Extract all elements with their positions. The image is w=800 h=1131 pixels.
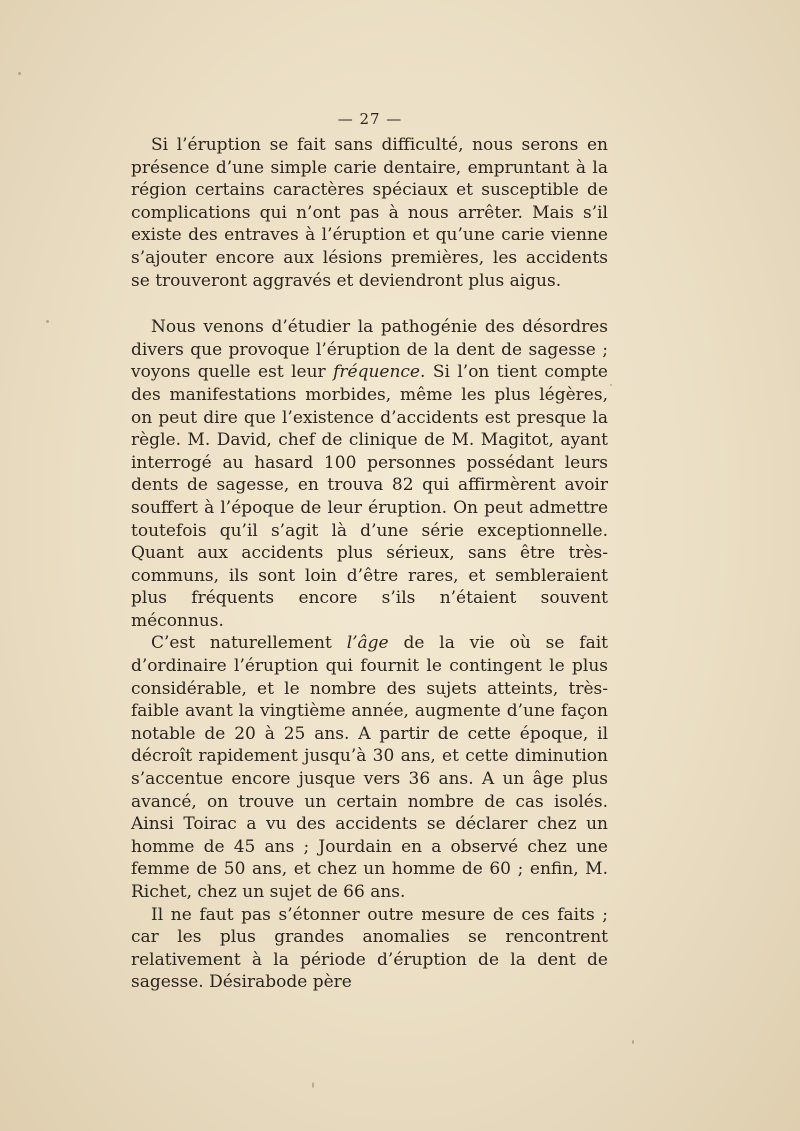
paragraph-age xyxy=(131,632,608,903)
emphasis-frequency: fréquence xyxy=(333,362,420,383)
paragraph-frequency xyxy=(131,316,608,632)
paper-speck xyxy=(46,320,49,323)
paper-speck xyxy=(632,1040,634,1044)
paragraph-age-before: C’est naturellement xyxy=(151,633,347,654)
emphasis-age: l’âge xyxy=(346,633,389,654)
paragraph-eruption-difficulty: Si l’éruption se fait sans difficulté, nous serons en présence d’une simple carie dentaire, empruntant à la région certains caractères spéciaux et susceptible de complications qui n’ont pas à nous arrêter. Mais s’il existe des entraves à l’éruption et qu’une carie vienne s’ajouter encore aux lésions premières, les accidents se trouveront aggravés et deviendront plus aigus. xyxy=(131,135,608,291)
paragraph-anomalies: Il ne faut pas s’étonner outre mesure de ces faits ; car les plus grandes anomalies se rencontrent relativement à la période d’éruption de la dent de sagesse. Désirabode père xyxy=(131,904,608,993)
paper-speck xyxy=(610,384,612,386)
paragraph-age-after: de la vie où se fait d’ordinaire l’éruption qui fournit le contingent le plus considérable, et le nombre des sujets atteints, très-faible avant la vingtième année, augmente d’une façon notable de 20 à 25 ans. A partir de cette époque, il décroît rapidement jusqu’à 30 ans, et cette diminution s’accentue encore jusque vers 36 ans. A un âge plus avancé, on trouve un certain nombre de cas isolés. Ainsi Toirac a vu des accidents se déclarer chez un homme de 45 ans ; Jourdain en a observé chez une femme de 50 ans, et chez un homme de 60 ; enfin, M. Richet, chez un sujet de 66 ans. xyxy=(131,633,608,902)
paper-speck xyxy=(18,72,21,75)
paragraph-frequency-after: . Si l’on tient compte des manifestations morbides, même les plus légères, on peut dire que l’existence d’accidents est presque la règle. M. David, chef de clinique de M. Magitot, ayant interrogé au hasard 100 personnes possédant leurs dents de sagesse, en trouva 82 qui affirmèrent avoir souffert à l’époque de leur éruption. On peut admettre toutefois qu’il s’agit là d’une série exceptionnelle. Quant aux accidents plus sérieux, sans être très-communs, ils sont loin d’être rares, et sembleraient plus fréquents encore s’ils n’étaient souvent méconnus. xyxy=(131,362,608,631)
paper-speck xyxy=(312,1082,314,1088)
body-text xyxy=(131,134,608,994)
page-number: — 27 — xyxy=(337,110,403,128)
paragraph-frequency-before: Nous venons d’étudier la pathogénie des désordres divers que provoque l’éruption de la dent de sagesse ; voyons quelle est leur xyxy=(131,317,608,383)
